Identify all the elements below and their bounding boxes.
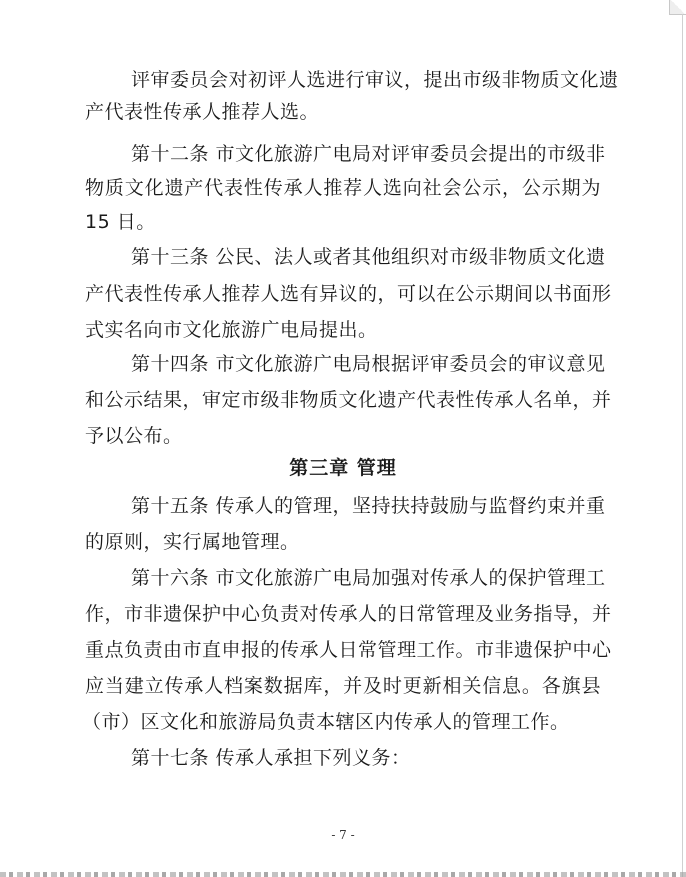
chapter-heading: 第三章 管理 bbox=[289, 457, 397, 479]
scan-edge-strip bbox=[0, 872, 686, 877]
paragraph-line: 第十三条 公民、法人或者其他组织对市级非物质文化遗 bbox=[131, 246, 606, 268]
paragraph-line: 应当建立传承人档案数据库，并及时更新相关信息。各旗县 bbox=[85, 675, 601, 697]
paragraph-line: 式实名向市文化旅游广电局提出。 bbox=[85, 319, 378, 341]
paragraph-line: 第十二条 市文化旅游广电局对评审委员会提出的市级非 bbox=[131, 143, 606, 165]
paragraph-line: 评审委员会对初评人选进行审议，提出市级非物质文化遗 bbox=[131, 69, 619, 91]
paragraph-line: 重点负责由市直申报的传承人日常管理工作。市非遗保护中心 bbox=[85, 639, 612, 661]
page-edge bbox=[682, 14, 683, 877]
paragraph-line: 第十四条 市文化旅游广电局根据评审委员会的审议意见 bbox=[131, 353, 606, 375]
paragraph-line: 产代表性传承人推荐人选有异议的，可以在公示期间以书面形 bbox=[85, 283, 612, 305]
paragraph-line: 和公示结果，审定市级非物质文化遗产代表性传承人名单，并 bbox=[85, 389, 612, 411]
paragraph-line: 第十七条 传承人承担下列义务： bbox=[131, 747, 411, 769]
paragraph-line: 物质文化遗产代表性传承人推荐人选向社会公示，公示期为 bbox=[85, 177, 601, 199]
paragraph-line: 予以公布。 bbox=[85, 425, 183, 447]
page-number: - 7 - bbox=[331, 828, 355, 842]
paragraph-line: 第十六条 市文化旅游广电局加强对传承人的保护管理工 bbox=[131, 567, 606, 589]
paragraph-line: 第十五条 传承人的管理，坚持扶持鼓励与监督约束并重 bbox=[131, 495, 606, 517]
page-corner-fold bbox=[669, 0, 686, 15]
paragraph-line: 15 日。 bbox=[85, 211, 156, 233]
paragraph-line: 的原则，实行属地管理。 bbox=[85, 531, 300, 553]
paragraph-line: 作，市非遗保护中心负责对传承人的日常管理及业务指导，并 bbox=[85, 603, 612, 625]
paragraph-line: （市）区文化和旅游局负责本辖区内传承人的管理工作。 bbox=[82, 711, 570, 733]
paragraph-line: 产代表性传承人推荐人选。 bbox=[85, 101, 320, 123]
